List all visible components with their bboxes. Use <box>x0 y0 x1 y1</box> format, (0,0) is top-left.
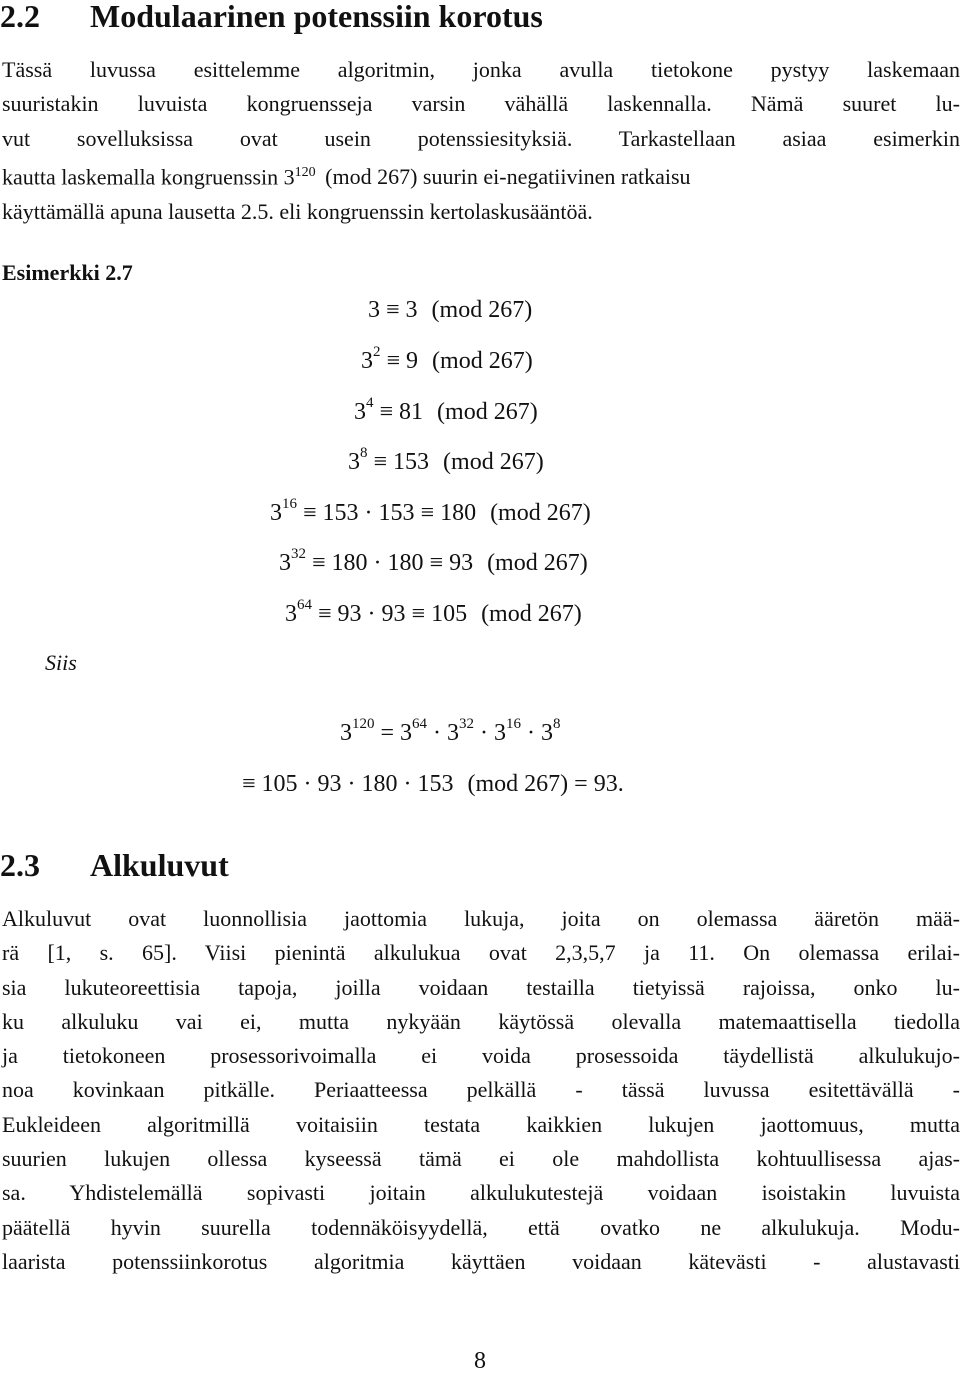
eq-mod: (mod 267) <box>432 348 533 374</box>
eq-base: 3 <box>494 720 507 746</box>
eq-base: 3 <box>340 720 352 746</box>
eq-rhs: ≡ 153 <box>373 449 430 475</box>
text-line: ja tietokoneen prosessorivoimalla ei voida prosessoida täydellistä alkulukujo- <box>2 1043 960 1069</box>
section-heading-2-2 <box>0 0 543 35</box>
eq-mod: (mod 267) <box>431 297 533 323</box>
text-line: vut sovelluksissa ovat usein potenssiesityksiä. Tarkastellaan asiaa esimerkin <box>2 125 960 151</box>
text-line: ku alkuluku vai ei, mutta nykyään käytössä olevalla matemaattisella tiedolla <box>2 1008 960 1034</box>
equation-row <box>285 597 582 631</box>
eq-exponent: 8 <box>360 445 368 461</box>
text-line: Alkuluvut ovat luonnollisia jaottomia lukuja, joita on olemassa ääretön mää- <box>2 906 960 931</box>
eq-exponent: 32 <box>291 546 306 562</box>
siis-label: Siis <box>45 650 77 675</box>
eq-exponent: 64 <box>297 597 312 613</box>
eq-base: 3 <box>361 348 373 374</box>
eq-base: 3 <box>270 500 282 526</box>
eq-exponent: 64 <box>412 716 428 732</box>
text-fragment: (mod 267) suurin ei-negatiivinen ratkaisu <box>319 164 691 190</box>
text-line: rä [1, s. 65]. Viisi pienintä alkulukua ovat 2,3,5,7 ja 11. On olemassa erilai- <box>2 940 960 966</box>
eq-exponent: 16 <box>282 496 297 512</box>
section-title: Modulaarinen potenssiin korotus <box>90 0 543 34</box>
primes-paragraph <box>2 902 960 1279</box>
intro-paragraph <box>2 53 960 229</box>
eq-exponent: 4 <box>366 395 374 411</box>
section-number: 2.3 <box>0 847 40 883</box>
eq-base: 3 <box>285 601 297 627</box>
text-line: sa. Yhdistelemällä sopivasti joitain alkulukutestejä voidaan isoistakin luvuista <box>2 1180 960 1206</box>
section-heading-2-3 <box>0 846 229 884</box>
eq-rhs: ≡ 9 <box>386 348 419 374</box>
equation-row <box>361 344 533 378</box>
text-line: noa kovinkaan pitkälle. Periaatteessa pelkällä - tässä luvussa esitettävällä - <box>2 1077 960 1103</box>
eq-base: 3 <box>348 449 360 475</box>
text-fragment: kautta laskemalla kongruenssin 3 <box>2 164 295 190</box>
result-line-1: $3^{120} = 3^{64} \cdot 3^{32} \cdot 3^{16} \cdot 3^8$ <box>340 716 561 746</box>
eq-rhs: ≡ 180 · 180 ≡ 93 <box>312 550 474 576</box>
eq-rhs: ≡ 81 <box>379 399 424 425</box>
example-label: Esimerkki 2.7 <box>2 260 133 285</box>
eq-exponent: 16 <box>506 716 522 732</box>
eq-rhs: ≡ 3 <box>386 297 418 323</box>
eq-base: 3 <box>541 720 554 746</box>
eq-base: 3 <box>447 720 460 746</box>
eq-mod: (mod 267) = 93. <box>467 771 624 797</box>
text-line: sia lukuteoreettisia tapoja, joilla voidaan testailla tietyissä rajoissa, onko lu- <box>2 974 960 1000</box>
exponent: 120 <box>294 164 316 180</box>
eq-mod: (mod 267) <box>490 500 591 526</box>
text-line: laarista potenssiinkorotus algoritmia käyttäen voidaan kätevästi - alustavasti <box>2 1248 960 1274</box>
page-number: 8 <box>474 1348 486 1374</box>
eq-exponent: 120 <box>352 716 375 732</box>
eq-rhs: ≡ 93 · 93 ≡ 105 <box>318 601 468 627</box>
equation-row <box>368 293 532 327</box>
eq-mod: (mod 267) <box>481 601 582 627</box>
text-line: Tässä luvussa esittelemme algoritmin, jonka avulla tietokone pystyy laskemaan <box>2 57 960 82</box>
eq-exponent: 8 <box>553 716 561 732</box>
equation-row <box>348 445 544 479</box>
equation-row <box>354 395 538 429</box>
text-line: Eukleideen algoritmillä voitaisiin testata kaikkien lukujen jaottomuus, mutta <box>2 1111 960 1137</box>
eq-rhs: ≡ 105 · 93 · 180 · 153 <box>242 771 454 797</box>
eq-base: 3 <box>368 297 380 323</box>
eq-exponent: 2 <box>373 344 381 360</box>
equals-sign: = <box>380 720 395 746</box>
equation-row <box>279 546 588 580</box>
text-line: suurien lukujen ollessa kyseessä tämä ei ole mahdollista kohtuullisessa ajas- <box>2 1146 960 1172</box>
text-line-with-power <box>2 156 960 195</box>
eq-exponent: 32 <box>459 716 475 732</box>
eq-base: 3 <box>279 550 291 576</box>
text-line: päätellä hyvin suurella todennäköisyydellä, että ovatko ne alkulukuja. Modu- <box>2 1214 960 1240</box>
eq-mod: (mod 267) <box>443 449 544 475</box>
eq-mod: (mod 267) <box>437 399 538 425</box>
eq-base: 3 <box>354 399 366 425</box>
section-number: 2.2 <box>0 0 40 34</box>
equation-row <box>270 496 591 530</box>
eq-rhs: ≡ 153 · 153 ≡ 180 <box>303 500 477 526</box>
text-line: suuristakin luvuista kongruensseja varsin vähällä laskennalla. Nämä suuret lu- <box>2 91 960 117</box>
result-line-2 <box>242 767 624 801</box>
eq-base: 3 <box>400 720 413 746</box>
section-title: Alkuluvut <box>90 847 229 883</box>
text-line: käyttämällä apuna lausetta 2.5. eli kongruenssin kertolaskusääntöä. <box>2 198 593 224</box>
eq-mod: (mod 267) <box>487 550 588 576</box>
